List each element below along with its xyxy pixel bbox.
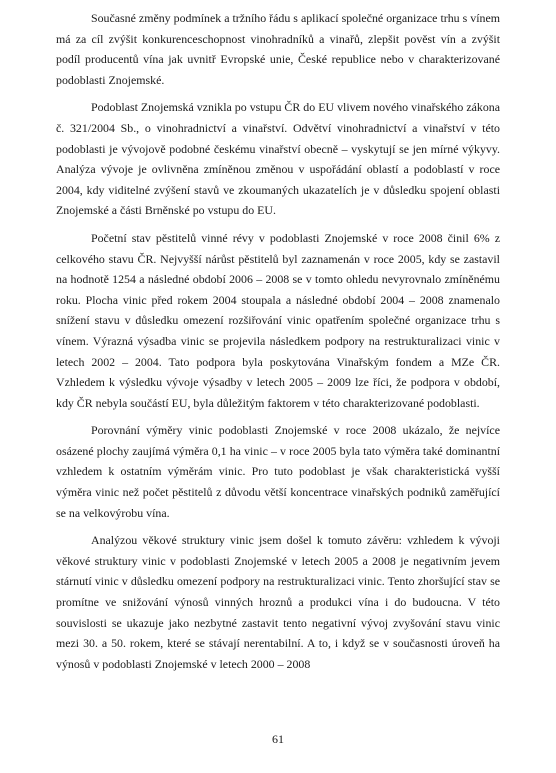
- paragraph-vineyard-area: Porovnání výměry vinic podoblasti Znojemské v roce 2008 ukázalo, že nejvíce osázené plochy zaujímá výměra 0,1 ha vinic – v roce 2005 byla tato výměra také dominantní vzhledem k ostatním výměrám vinic. Pro tuto podoblast je však charakteristická vyšší výměra vinic než počet pěstitelů z důvodu větší koncentrace vinařských podniků zaměřující se na velkovýrobu vína.: [56, 423, 500, 520]
- paragraph-age-structure: Analýzou věkové struktury vinic jsem došel k tomuto závěru: vzhledem k vývoji věkové struktury vinic v podoblasti Znojemské v letech 2005 a 2008 je negativním jevem stárnutí vinic v důsledku omezení podpory na restrukturalizaci vinic. Tento zhoršující stav se promítne ve snižování výnosů vinných hroznů a produkci vína i do budoucna. V této souvislosti se ukazuje jako nezbytné zastavit tento negativní vývoj zvyšování stavu vinic mezi 30. a 50. rokem, které se stávají nerentabilní. A to, i když se v současnosti úroveň ha výnosů v podoblasti Znojemské v letech 2000 – 2008: [56, 533, 500, 671]
- paragraph-subregion-origin: Podoblast Znojemská vznikla po vstupu ČR do EU vlivem nového vinařského zákona č. 321/2004 Sb., o vinohradnictví a vinařství. Odvětví vinohradnictví a vinařství v této podoblasti je vývojově podobné českému vinařství obecně – vyskytují se jen mírné výkyvy. Analýza vývoje je ovlivněna zmíněnou změnou v uspořádání oblastí a podoblastí v roce 2004, kdy viditelné zvýšení stavů ve zkoumaných ukazatelích je v důsledku spojení oblasti Znojemské a části Brněnské po vstupu do EU.: [56, 100, 500, 218]
- body-text: [56, 8, 500, 681]
- paragraph-grower-count: Početní stav pěstitelů vinné révy v podoblasti Znojemské v roce 2008 činil 6% z celkového stavu ČR. Nejvyšší nárůst pěstitelů byl zaznamenán v roce 2005, kdy se zastavil na hodnotě 1254 a následné období 2006 – 2008 se v tomto ohledu nevyrovnalo zmíněnému roku. Plocha vinic před rokem 2004 stoupala a následné období 2004 – 2008 znamenalo snížení stavu v důsledku omezení rozšiřování vinic opatřením společné organizace trhu s vínem. Výrazná výsadba vinic se projevila následkem podpory na restrukturalizaci vinic v letech 2002 – 2004. Tato podpora byla poskytována Vinařským fondem a MZe ČR. Vzhledem k výsledku vývoje výsadby v letech 2005 – 2009 lze říci, že podpora v období, kdy ČR nebyla součástí EU, byla důležitým faktorem v této charakterizované podoblasti.: [56, 230, 500, 410]
- page-number: 61: [272, 732, 284, 746]
- paragraph-intro: Současné změny podmínek a tržního řádu s aplikací společné organizace trhu s vínem má za cíl zvýšit konkurenceschopnost vinohradníků a vinařů, zlepšit pověst vín a zvýšit podíl producentů vína jak uvnitř Evropské unie, České republice nebo v charakterizované podoblasti Znojemské.: [56, 11, 500, 87]
